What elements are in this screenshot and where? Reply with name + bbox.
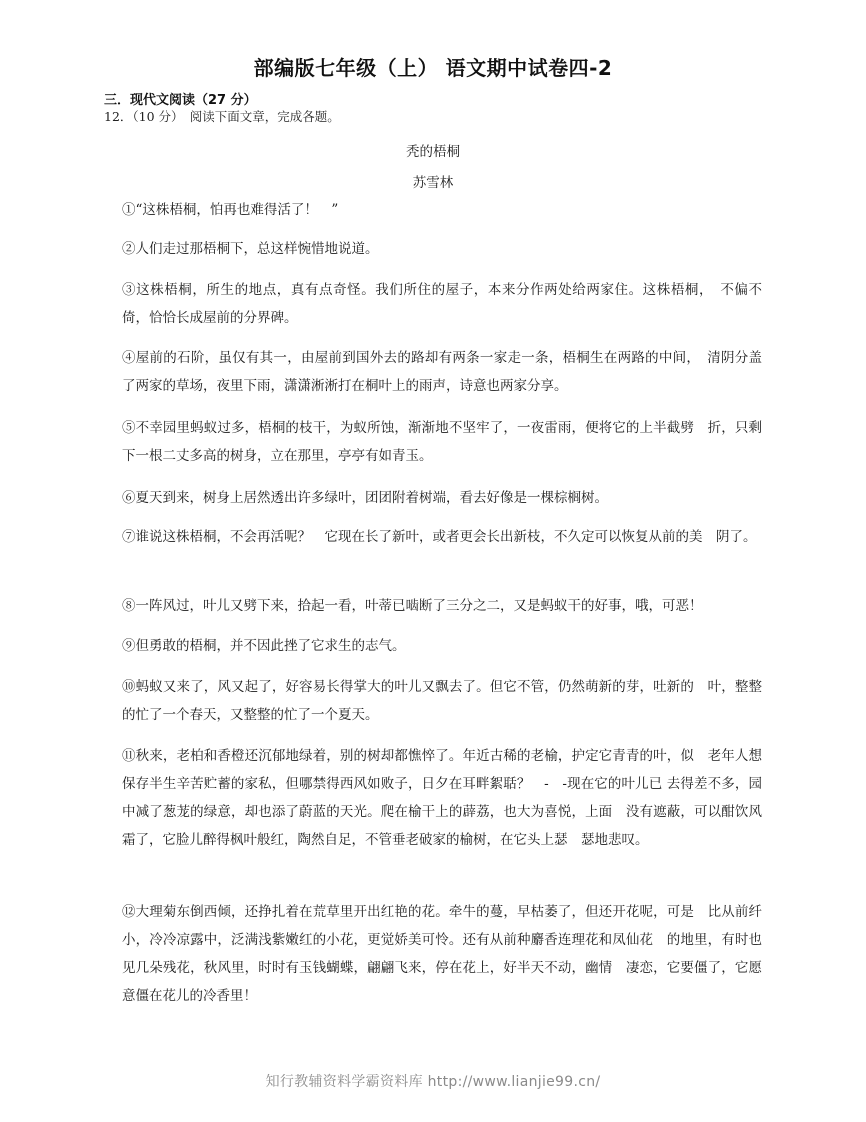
section-heading: 三．现代文阅读（27 分） (104, 93, 257, 108)
paragraph-4: ④屋前的石阶，虽仅有其一，由屋前到国外去的路却有两条一家走一条，梧桐生在两路的中间， 清阴分盖了两家的草场，夜里下雨，潇潇淅淅打在桐叶上的雨声，诗意也两家分享。 (122, 350, 762, 394)
paragraph-8: ⑧一阵风过，叶儿又劈下来，拾起一看，叶蒂已啮断了三分之二，又是蚂蚁干的好事，哦，可恶！ (122, 598, 703, 614)
paragraph-11: ⑪秋来，老柏和香橙还沉郁地绿着，别的树却都憔悴了。年近古稀的老榆，护定它青青的叶，似 老年人想保存半生辛苦贮蓄的家私，但哪禁得西风如败子，日夕在耳畔絮聒？ - -现在它的叶儿已 去得差不多，园中减了葱茏的绿意，却也添了蔚蓝的天光。爬在榆干上的薜荔，也大为喜悦，上面 没有遮蔽，可以酣饮风霜了，它脸儿醉得枫叶般红，陶然自足，不管垂老破家的榆树，在它头上瑟 瑟地悲叹。 (122, 748, 762, 848)
page-title: 部编版七年级（上） 语文期中试卷四-2 (253, 56, 613, 80)
paragraph-2: ②人们走过那梧桐下，总这样惋惜地说道。 (122, 241, 379, 257)
paragraph-5: ⑤不幸园里蚂蚁过多，梧桐的枝干，为蚁所蚀，渐渐地不坚牢了，一夜雷雨，便将它的上半截劈 折，只剩下一根二丈多高的树身，立在那里，亭亭有如青玉。 (122, 420, 762, 464)
article-title: 秃的梧桐 (406, 144, 460, 160)
paragraph-12: ⑫大理菊东倒西倾，还挣扎着在荒草里开出红艳的花。牵牛的蔓，早枯萎了，但还开花呢，可是 比从前纤小，冷冷凉露中，泛满浅紫嫩红的小花，更觉娇美可怜。还有从前种麝香连理花和凤仙花 的地里，有时也见几朵残花，秋风里，时时有玉钱蝴蝶，翩翩飞来，停在花上，好半天不动，幽情 凄恋，它要僵了，它愿意僵在花儿的冷香里！ (122, 904, 762, 1004)
article-author: 苏雪林 (412, 175, 454, 191)
paragraph-9: ⑨但勇敢的梧桐，并不因此挫了它求生的志气。 (122, 638, 406, 654)
paragraph-7: ⑦谁说这株梧桐，不会再活呢？ 它现在长了新叶，或者更会长出新枝，不久定可以恢复从前的美 阴了。 (122, 529, 757, 545)
paragraph-1: ①“这株梧桐，怕再也难得活了！ ” (122, 202, 339, 218)
paragraph-6: ⑥夏天到来，树身上居然透出许多绿叶，团团附着树端，看去好像是一棵棕榈树。 (122, 490, 608, 506)
question-instruction: 12．（10 分） 阅读下面文章，完成各题。 (104, 109, 340, 124)
paragraph-10: ⑩蚂蚁又来了，风又起了，好容易长得掌大的叶儿又飘去了。但它不管，仍然萌新的芽，吐新的 叶，整整的忙了一个春天，又整整的忙了一个夏天。 (122, 679, 762, 723)
footer-watermark: 知行教辅资料学霸资料库 http://www.lianjie99.cn/ (265, 1074, 601, 1090)
paragraph-3: ③这株梧桐，所生的地点，真有点奇怪。我们所住的屋子，本来分作两处给两家住。这株梧桐， 不偏不倚，恰恰长成屋前的分界碑。 (122, 282, 762, 326)
